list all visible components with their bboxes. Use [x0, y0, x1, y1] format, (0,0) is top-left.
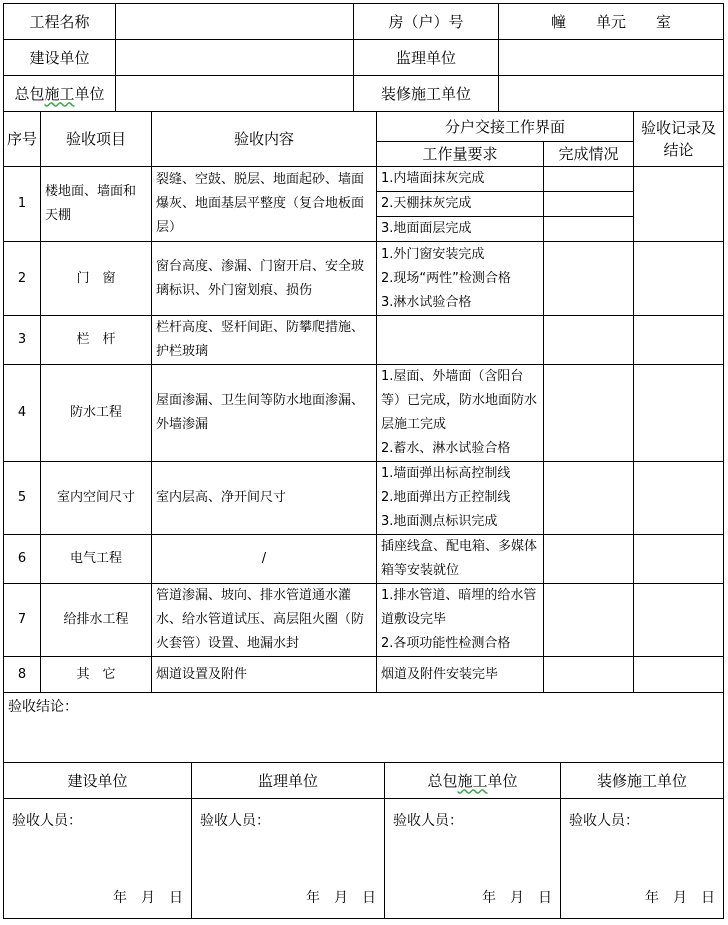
header-table [3, 3, 724, 112]
row-5-req-3: 3.地面测点标识完成 [381, 514, 498, 529]
row-4-record[interactable] [634, 365, 724, 462]
row-1-completion-3[interactable] [544, 217, 634, 242]
col-handover-header: 分户交接工作界面 [377, 112, 634, 142]
decoration-contractor-label: 装修施工单位 [354, 76, 499, 112]
col-content-header: 验收内容 [152, 112, 377, 167]
day-label: 日 [362, 890, 376, 906]
sig-decoration-contractor-box[interactable] [561, 799, 724, 919]
sig-decoration-contractor-date[interactable] [631, 886, 715, 910]
inspection-table [3, 111, 724, 763]
row-4-content: 屋面渗漏、卫生间等防水地面渗漏、外墙渗漏 [152, 365, 377, 462]
row-1-completion-2[interactable] [544, 192, 634, 217]
supervision-unit-field[interactable] [499, 40, 724, 76]
row-1-item: 楼地面、墙面和天棚 [41, 167, 152, 242]
acceptance-form [3, 3, 723, 919]
day-label: 日 [701, 890, 715, 906]
row-1-content: 裂缝、空鼓、脱层、地面起砂、墙面爆灰、地面基层平整度（复合地板面层） [152, 167, 377, 242]
row-8-req-1: 烟道及附件安装完毕 [377, 657, 544, 693]
row-8-record[interactable] [634, 657, 724, 693]
row-5-item: 室内空间尺寸 [41, 462, 152, 535]
sig-general-contractor-box[interactable] [385, 799, 561, 919]
room-number-label: 房（户）号 [354, 4, 499, 40]
sig-supervision-box[interactable] [192, 799, 385, 919]
row-6-record[interactable] [634, 535, 724, 584]
row-5-req-2: 2.地面弹出方正控制线 [381, 490, 511, 505]
conclusion-field[interactable] [4, 693, 724, 763]
general-contractor-label [4, 76, 116, 112]
row-5-content: 室内层高、净开间尺寸 [152, 462, 377, 535]
project-name-field[interactable] [116, 4, 354, 40]
row-1-completion-1[interactable] [544, 167, 634, 192]
sig-decoration-contractor-label: 装修施工单位 [561, 763, 724, 799]
month-label: 月 [673, 890, 687, 906]
row-7-item: 给排水工程 [41, 584, 152, 657]
row-7-record[interactable] [634, 584, 724, 657]
row-1-req-3: 3.地面面层完成 [377, 217, 544, 242]
sig-construction-box[interactable] [4, 799, 192, 919]
decoration-contractor-field[interactable] [499, 76, 724, 112]
signature-table [3, 762, 724, 919]
row-2-content: 窗台高度、渗漏、门窗开启、安全玻璃标识、外门窗划痕、损伤 [152, 242, 377, 316]
month-label: 月 [510, 890, 524, 906]
row-5-completion[interactable] [544, 462, 634, 535]
year-label: 年 [645, 890, 659, 906]
row-8-item: 其 它 [41, 657, 152, 693]
row-4-completion[interactable] [544, 365, 634, 462]
row-2-req-3: 3.淋水试验合格 [381, 294, 472, 310]
row-7-content: 管道渗漏、坡向、排水管道通水灌水、给水管道试压、高层阻火圈（防火套管）设置、地漏水封 [152, 584, 377, 657]
year-label: 年 [113, 890, 127, 906]
sig-construction-date[interactable] [99, 886, 183, 910]
sig-general-contractor-date[interactable] [468, 886, 552, 910]
row-6-req-1: 插座线盒、配电箱、多媒体箱等安装就位 [377, 535, 544, 584]
row-1-req-1: 1.内墙面抹灰完成 [377, 167, 544, 192]
row-2-completion[interactable] [544, 242, 634, 316]
row-2-record[interactable] [634, 242, 724, 316]
row-7-completion[interactable] [544, 584, 634, 657]
sig-supervision-date[interactable] [292, 886, 376, 910]
year-label: 年 [306, 890, 320, 906]
row-8-no: 8 [4, 657, 41, 693]
row-8-completion[interactable] [544, 657, 634, 693]
row-3-requirements [377, 316, 544, 365]
row-4-req-2: 2.蓄水、淋水试验合格 [381, 441, 511, 456]
sig-construction-unit-label: 建设单位 [4, 763, 192, 799]
supervision-unit-label: 监理单位 [354, 40, 499, 76]
row-4-requirements [377, 365, 544, 462]
col-seq-header: 序号 [4, 112, 41, 167]
general-contractor-text: 总包施工单位 [14, 84, 105, 103]
conclusion-label: 验收结论： [8, 699, 78, 715]
row-1-no: 1 [4, 167, 41, 242]
row-8-content: 烟道设置及附件 [152, 657, 377, 693]
col-completion-header: 完成情况 [544, 142, 634, 167]
sig-supervision-person-label: 验收人员： [200, 813, 270, 829]
row-7-no: 7 [4, 584, 41, 657]
month-label: 月 [334, 890, 348, 906]
general-contractor-field[interactable] [116, 76, 354, 112]
row-5-requirements [377, 462, 544, 535]
construction-unit-field[interactable] [116, 40, 354, 76]
row-2-req-1: 1.外门窗安装完成 [381, 246, 485, 262]
month-label: 月 [141, 890, 155, 906]
row-2-requirements [377, 242, 544, 316]
room-number-field[interactable]: 幢 单元 室 [499, 4, 724, 40]
row-7-req-2: 2.各项功能性检测合格 [381, 636, 511, 651]
row-6-item: 电气工程 [41, 535, 152, 584]
row-2-item: 门 窗 [41, 242, 152, 316]
row-4-no: 4 [4, 365, 41, 462]
sig-supervision-unit-label: 监理单位 [192, 763, 385, 799]
row-2-req-2: 2.现场“两性”检测合格 [381, 270, 511, 286]
sig-general-contractor-text: 总包施工单位 [427, 771, 518, 790]
row-3-completion[interactable] [544, 316, 634, 365]
row-7-req-1: 1.排水管道、暗埋的给水管道敷设完毕 [381, 588, 537, 627]
row-3-no: 3 [4, 316, 41, 365]
row-6-no: 6 [4, 535, 41, 584]
project-name-label: 工程名称 [4, 4, 116, 40]
row-5-req-1: 1.墙面弹出标高控制线 [381, 466, 511, 481]
row-4-req-1: 1.屋面、外墙面（含阳台等）已完成，防水地面防水层施工完成 [381, 369, 538, 432]
sig-construction-person-label: 验收人员： [12, 813, 82, 829]
construction-unit-label: 建设单位 [4, 40, 116, 76]
row-5-no: 5 [4, 462, 41, 535]
year-label: 年 [482, 890, 496, 906]
row-7-requirements [377, 584, 544, 657]
row-3-content: 栏杆高度、竖杆间距、防攀爬措施、护栏玻璃 [152, 316, 377, 365]
row-6-content: / [152, 535, 377, 584]
day-label: 日 [169, 890, 183, 906]
sig-general-contractor-label [385, 763, 561, 799]
row-6-completion[interactable] [544, 535, 634, 584]
row-3-item: 栏 杆 [41, 316, 152, 365]
row-4-item: 防水工程 [41, 365, 152, 462]
row-1-record[interactable] [634, 167, 724, 242]
col-record-header: 验收记录及结论 [634, 112, 724, 167]
col-requirement-header: 工作量要求 [377, 142, 544, 167]
sig-decoration-contractor-person-label: 验收人员： [569, 813, 639, 829]
sig-general-contractor-person-label: 验收人员： [393, 813, 463, 829]
row-2-no: 2 [4, 242, 41, 316]
row-1-req-2: 2.天棚抹灰完成 [377, 192, 544, 217]
row-3-record[interactable] [634, 316, 724, 365]
col-item-header: 验收项目 [41, 112, 152, 167]
row-5-record[interactable] [634, 462, 724, 535]
day-label: 日 [538, 890, 552, 906]
